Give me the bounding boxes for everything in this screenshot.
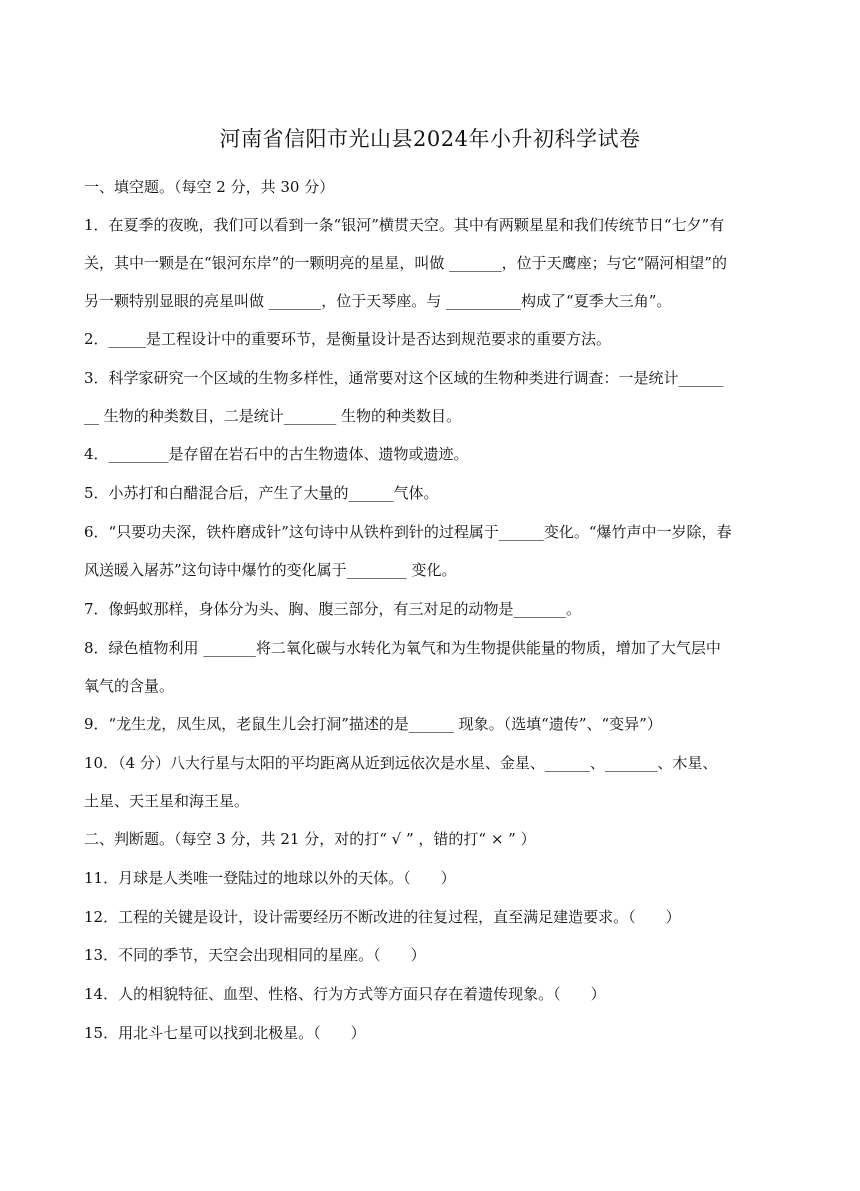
question-line xyxy=(84,906,784,928)
question-number: 9． xyxy=(84,715,109,733)
question-line xyxy=(84,867,784,889)
question-text: 像蚂蚁那样，身体分为头、胸、腹三部分，有三对足的动物是_______。 xyxy=(108,600,582,618)
question-text: 人的相貌特征、血型、性格、行为方式等方面只存在着遗传现象。（ ） xyxy=(118,985,606,1003)
question-number: 1． xyxy=(84,216,109,234)
section-header: 二、判断题。（每空 3 分，共 21 分，对的打“ √ ” ，错的打“ × ” ） xyxy=(84,830,536,848)
question-line: 土星、天王星和海王星。 xyxy=(84,792,250,810)
question-line xyxy=(84,482,784,504)
question-number: 14． xyxy=(84,985,119,1003)
question-text: 在夏季的夜晚，我们可以看到一条“银河”横贯天空。其中有两颗星星和我们传统节日“七夕”有 xyxy=(108,216,725,234)
question-line xyxy=(84,598,784,620)
question-line xyxy=(84,1022,784,1044)
question-line: 氧气的含量。 xyxy=(84,677,175,695)
question-line: 另一颗特别显眼的亮星叫做 _______，位于天琴座。与 __________构成了“夏季大三角”。 xyxy=(84,292,672,310)
question-number: 12． xyxy=(84,908,119,926)
question-line xyxy=(84,521,784,543)
question-line xyxy=(84,328,784,350)
question-line xyxy=(84,944,784,966)
section-header: 一、填空题。（每空 2 分，共 30 分） xyxy=(84,178,335,196)
question-line xyxy=(84,983,784,1005)
question-text: （4 分）八大行星与太阳的平均距离从近到远依次是水星、金星、______、_______、木星、 xyxy=(118,754,718,772)
question-line xyxy=(84,367,784,389)
question-line: 关，其中一颗是在“银河东岸”的一颗明亮的星星，叫做 _______，位于天鹰座；与它“隔河相望”的 xyxy=(84,254,727,272)
page-title: 河南省信阳市光山县2024年小升初科学试卷 xyxy=(219,127,641,151)
question-number: 8． xyxy=(84,639,109,657)
question-number: 7． xyxy=(84,600,109,618)
question-line: 风送暖入屠苏”这句诗中爆竹的变化属于________ 变化。 xyxy=(84,561,457,579)
question-text: ________是存留在岩石中的古生物遗体、遗物或遗迹。 xyxy=(108,445,469,463)
question-number: 6． xyxy=(84,523,109,541)
question-number: 3． xyxy=(84,369,109,387)
question-text: 科学家研究一个区域的生物多样性，通常要对这个区域的生物种类进行调查：一是统计______ xyxy=(108,369,724,387)
question-number: 10． xyxy=(84,754,119,772)
question-number: 2． xyxy=(84,330,109,348)
question-text: 绿色植物利用 _______将二氧化碳与水转化为氧气和为生物提供能量的物质，增加了大气层中 xyxy=(108,639,721,657)
question-line xyxy=(84,752,784,774)
question-text: 小苏打和白醋混合后，产生了大量的______气体。 xyxy=(108,484,439,502)
question-line xyxy=(84,713,784,735)
question-text: “只要功夫深，铁杵磨成针”这句诗中从铁杵到针的过程属于______变化。“爆竹声中一岁除，春 xyxy=(108,523,732,541)
question-text: 用北斗七星可以找到北极星。（ ） xyxy=(118,1024,366,1042)
question-text: 工程的关键是设计，设计需要经历不断改进的往复过程，直至满足建造要求。（ ） xyxy=(118,908,681,926)
question-line: __ 生物的种类数目，二是统计_______ 生物的种类数目。 xyxy=(84,407,462,425)
question-number: 4． xyxy=(84,445,109,463)
question-text: _____是工程设计中的重要环节，是衡量设计是否达到规范要求的重要方法。 xyxy=(108,330,612,348)
question-text: 月球是人类唯一登陆过的地球以外的天体。（ ） xyxy=(118,869,456,887)
question-line xyxy=(84,214,784,236)
question-number: 13． xyxy=(84,946,119,964)
question-number: 11． xyxy=(84,869,119,887)
question-text: “龙生龙，凤生凤，老鼠生儿会打洞”描述的是______ 现象。（选填“遗传”、“变异”） xyxy=(108,715,662,733)
question-number: 15． xyxy=(84,1024,119,1042)
question-line xyxy=(84,443,784,465)
question-line xyxy=(84,637,784,659)
question-number: 5． xyxy=(84,484,109,502)
question-text: 不同的季节，天空会出现相同的星座。（ ） xyxy=(118,946,426,964)
